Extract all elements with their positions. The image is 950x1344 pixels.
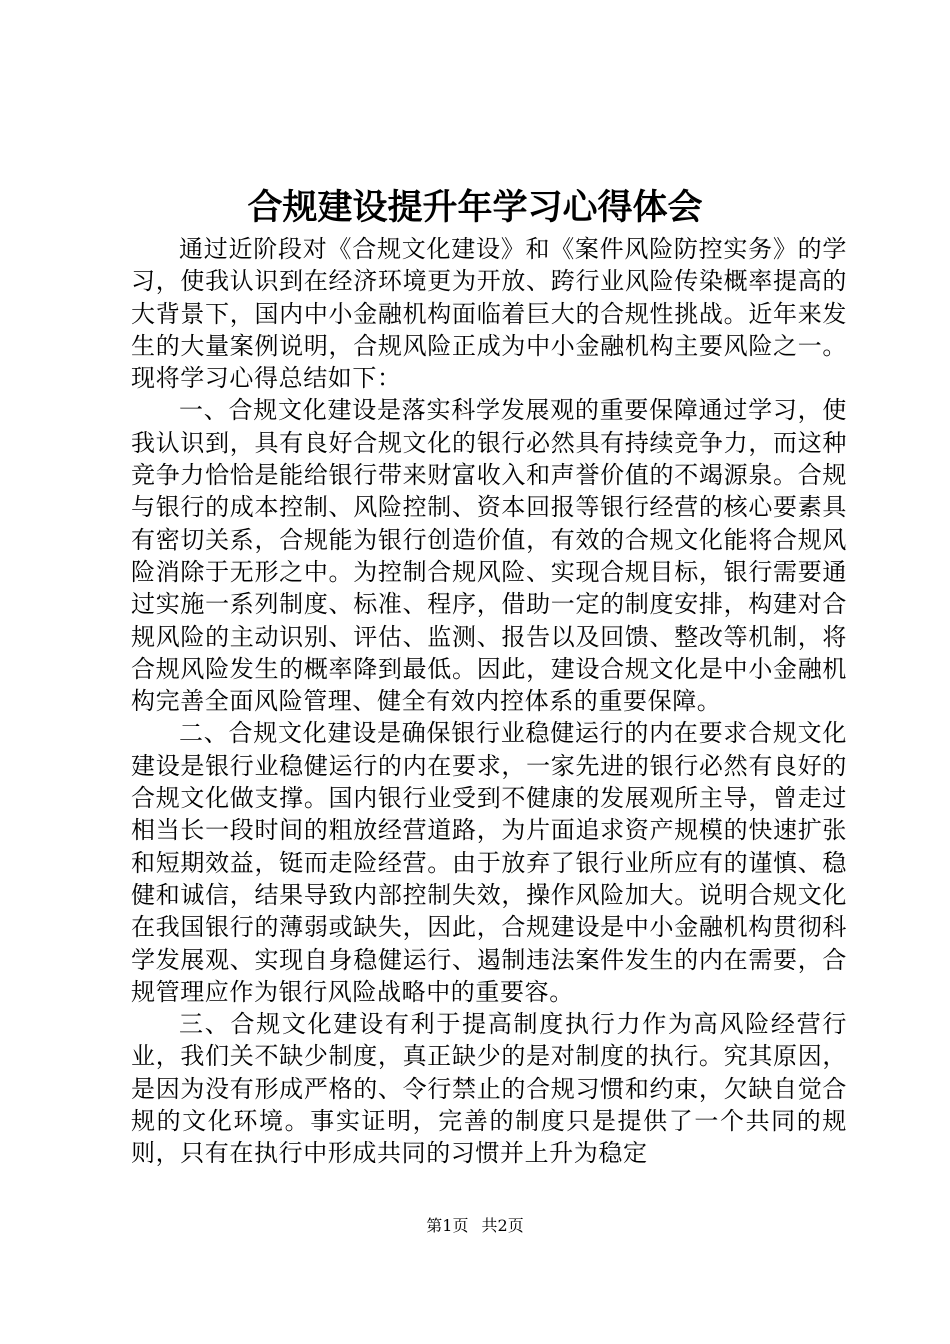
paragraph-section-1: 一、合规文化建设是落实科学发展观的重要保障通过学习，使我认识到，具有良好合规文化的银行必然具有持续竞争力，而这种竞争力恰恰是能给银行带来财富收入和声誉价值的不竭源泉。合规与银行的成本控制、风险控制、资本回报等银行经营的核心要素具有密切关系，合规能为银行创造价值，有效的合规文化能将合规风险消除于无形之中。为控制合规风险、实现合规目标，银行需要通过实施一系列制度、标准、程序，借助一定的制度安排，构建对合规风险的主动识别、评估、监测、报告以及回馈、整改等机制，将合规风险发生的概率降到最低。因此，建设合规文化是中小金融机构完善全面风险管理、健全有效内控体系的重要保障。 (131, 396, 847, 716)
paragraph-section-3: 三、合规文化建设有利于提高制度执行力作为高风险经营行业，我们关不缺少制度，真正缺少的是对制度的执行。究其原因，是因为没有形成严格的、令行禁止的合规习惯和约束，欠缺自觉合规的文化环境。事实证明，完善的制度只是提供了一个共同的规则，只有在执行中形成共同的习惯并上升为稳定 (131, 1010, 847, 1168)
document-title: 合规建设提升年学习心得体会 (247, 187, 703, 228)
paragraph-intro: 通过近阶段对《合规文化建设》和《案件风险防控实务》的学习，使我认识到在经济环境更为开放、跨行业风险传染概率提高的大背景下，国内中小金融机构面临着巨大的合规性挑战。近年来发生的大量案例说明，合规风险正成为中小金融机构主要风险之一。现将学习心得总结如下： (131, 235, 847, 393)
page-number-total: 共2页 (481, 1216, 524, 1235)
document-body (131, 233, 847, 1170)
page-number-current: 第1页 (426, 1216, 469, 1235)
paragraph-section-2: 二、合规文化建设是确保银行业稳健运行的内在要求合规文化建设是银行业稳健运行的内在要求，一家先进的银行必然有良好的合规文化做支撑。国内银行业受到不健康的发展观所主导，曾走过相当长一段时间的粗放经营道路，为片面追求资产规模的快速扩张和短期效益，铤而走险经营。由于放弃了银行业所应有的谨慎、稳健和诚信，结果导致内部控制失效，操作风险加大。说明合规文化在我国银行的薄弱或缺失，因此，合规建设是中小金融机构贯彻科学发展观、实现自身稳健运行、遏制违法案件发生的内在需要，合规管理应作为银行风险战略中的重要容。 (131, 719, 847, 1006)
page-footer (0, 1216, 950, 1236)
